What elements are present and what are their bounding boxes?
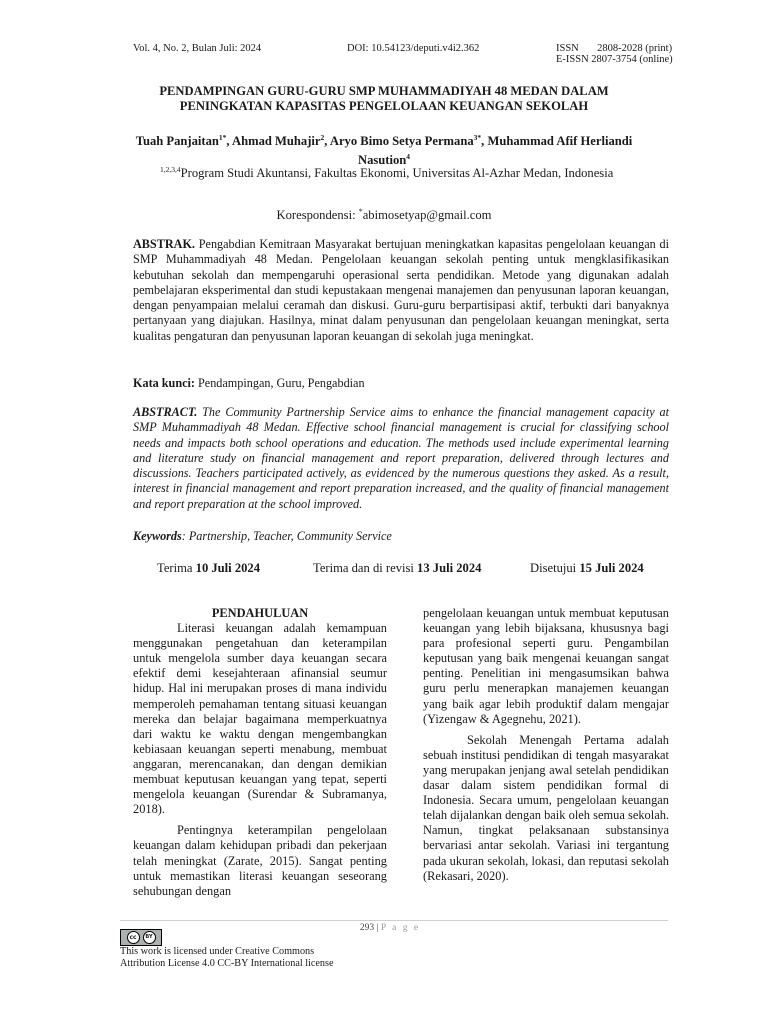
license-text xyxy=(120,946,420,970)
license-line-1: This work is licensed under Creative Commons xyxy=(120,946,315,957)
cc-icon: cc xyxy=(127,931,140,944)
section-title: PENDAHULUAN xyxy=(211,606,309,620)
paper-title-line-1: PENDAMPINGAN GURU-GURU SMP MUHAMMADIYAH 48 MEDAN DALAM xyxy=(159,84,609,98)
correspondence-email[interactable]: abimosetyap@gmail.com xyxy=(362,208,492,223)
date-approved xyxy=(530,561,644,576)
date-approved-value: 15 Juli 2024 xyxy=(579,561,644,575)
journal-issn xyxy=(556,43,672,54)
abstract-text: The Community Partnership Service aims to enhance the financial management capacity at SMP Muhammadiyah 48 Medan. Effective school financial management is crucial for classifying school needs and impacts both school operations and education. The methods used include experimental learning and literature study on financial management and report preparation, delivered through lectures and discussions. Teachers participated actively, as evidenced by the numerous questions they asked. As a result, interest in financial management and report preparation increased, and the quality of financial management and report preparation at the school improved. xyxy=(133,405,669,511)
author-separator: , xyxy=(481,134,488,149)
body-paragraph: Pentingnya keterampilan pengelolaan keuangan dalam kehidupan pribadi dan pekerjaan telah meningkat (Zarate, 2015). Sangat penting untuk memastikan literasi keuangan seseorang sehubungan dengan xyxy=(133,823,387,898)
keywords-label: Keywords xyxy=(133,529,182,543)
keywords-text: Pendampingan, Guru, Pengabdian xyxy=(194,376,365,390)
date-received-value: 10 Juli 2024 xyxy=(195,561,261,575)
paper-title xyxy=(120,84,648,114)
keywords-label: Kata kunci: xyxy=(133,376,195,390)
correspondence-label: Korespondensi: xyxy=(276,208,359,223)
page-number-separator: | xyxy=(374,923,381,933)
author-separator: , xyxy=(226,134,232,149)
issn-label: ISSN xyxy=(556,43,579,54)
affiliation-mark: 1,2,3,4 xyxy=(160,165,181,174)
abstract-label: ABSTRAK. xyxy=(133,237,195,251)
author-name: Aryo Bimo Setya Permana xyxy=(329,134,474,149)
abstract-english xyxy=(133,405,669,512)
keywords-indonesian xyxy=(133,376,669,391)
keywords-text: : Partnership, Teacher, Community Service xyxy=(181,529,392,543)
abstract-label: ABSTRACT. xyxy=(133,405,198,419)
date-revised-value: 13 Juli 2024 xyxy=(417,561,482,575)
author-name: Muhammad Afif Herliandi Nasution xyxy=(357,134,633,168)
correspondence-mark: * xyxy=(358,207,363,216)
body-paragraph: pengelolaan keuangan untuk membuat keputusan keuangan yang lebih bijaksana, khususnya bagi para profesional seperti guru. Pengambilan keputusan yang baik mengenai keuangan sangat penting. Penelitian ini mengasumsikan bahwa guru perlu menerapkan manajemen keuangan yang baik agar lebih produktif dalam mengajar (Yizengaw & Agegnehu, 2021). xyxy=(423,606,669,726)
date-revised xyxy=(313,561,481,576)
page-number-value: 293 xyxy=(359,923,375,933)
author-mark: 2 xyxy=(320,133,325,142)
abstract-text: Pengabdian Kemitraan Masyarakat bertujuan meningkatkan kapasitas pengelolaan keuangan di SMP Muhammadiyah 48 Medan. Pengelolaan keuangan sekolah penting untuk mengklasifikasikan kebutuhan sekolah dan mempengaruhi operasional serta pendidikan. Metode yang digunakan adalah pembelajaran eksperimental dan studi kepustakaan mengenai manajemen dan penyusunan laporan keuangan, dengan penyampaian melalui ceramah dan diskusi. Guru-guru berpartisipasi aktif, terbukti dari banyaknya pertanyaan yang diajukan. Hasilnya, minat dalam penyusunan dan pengelolaan keuangan meningkat, serta kualitas pengaturan dan penyusunan laporan keuangan di sekolah juga meningkat. xyxy=(133,237,669,343)
keywords-english xyxy=(133,529,669,544)
body-left-column xyxy=(133,606,387,905)
body-paragraph: Sekolah Menengah Pertama adalah sebuah institusi pendidikan di tengah masyarakat yang merupakan jenjang awal setelah pendidikan dasar dalam sistem pendidikan formal di Indonesia. Secara umum, pengelolaan keuangan telah dijalankan dengan baik oleh semua sekolah. Namun, tingkat pelaksanaan substansinya bervariasi antar sekolah. Variasi ini tergantung pada ukuran sekolah, lokasi, dan reputasi sekolah (Rekasari, 2020). xyxy=(423,732,669,883)
cc-by-license-badge-icon[interactable] xyxy=(120,929,162,946)
author-separator: , xyxy=(324,134,330,149)
author-mark: 4 xyxy=(406,152,411,162)
date-approved-label: Disetujui xyxy=(530,561,580,575)
affiliation-text: Program Studi Akuntansi, Fakultas Ekonomi, Universitas Al-Azhar Medan, Indonesia xyxy=(180,166,614,181)
date-received-label: Terima xyxy=(157,561,196,575)
paper-title-line-2: PENINGKATAN KAPASITAS PENGELOLAAN KEUANGAN SEKOLAH xyxy=(179,99,589,113)
date-revised-label: Terima dan di revisi xyxy=(313,561,418,575)
date-received xyxy=(157,561,260,576)
page-number xyxy=(350,923,430,933)
journal-eissn: E-ISSN 2807-3754 (online) xyxy=(556,54,673,65)
journal-doi: DOI: 10.54123/deputi.v4i2.362 xyxy=(347,43,480,54)
author-name: Tuah Panjaitan xyxy=(135,134,219,149)
journal-volume: Vol. 4, No. 2, Bulan Juli: 2024 xyxy=(133,43,262,54)
abstract-indonesian xyxy=(133,237,669,344)
by-person-icon: BY xyxy=(143,931,156,944)
license-line-2: Attribution License 4.0 CC-BY International license xyxy=(120,958,334,969)
footer-divider xyxy=(120,920,668,921)
affiliation xyxy=(160,162,620,181)
issn-value: 2808-2028 (print) xyxy=(597,43,673,54)
correspondence xyxy=(120,207,648,223)
author-mark: 1* xyxy=(218,133,227,142)
author-name: Ahmad Muhajir xyxy=(232,134,321,149)
body-paragraph: Literasi keuangan adalah kemampuan menggunakan pengetahuan dan keterampilan untuk mengelola sumber daya keuangan secara efektif demi kesejahteraan afinansial seumur hidup. Hal ini merupakan proses di mana individu memperoleh pemahaman tentang situasi keuangan mereka dan belajar bagaimana memperkuatnya dari waktu ke waktu dengan mengembangkan kebiasaan keuangan seperti menabung, membuat anggaran, merencanakan, dan dengan demikian membuat keputusan keuangan yang tepat, seperti mengelola keuangan (Surendar & Subramanya, 2018). xyxy=(133,621,387,817)
body-right-column xyxy=(423,606,669,890)
page-word: P a g e xyxy=(380,923,421,933)
author-mark: 3* xyxy=(473,133,482,142)
